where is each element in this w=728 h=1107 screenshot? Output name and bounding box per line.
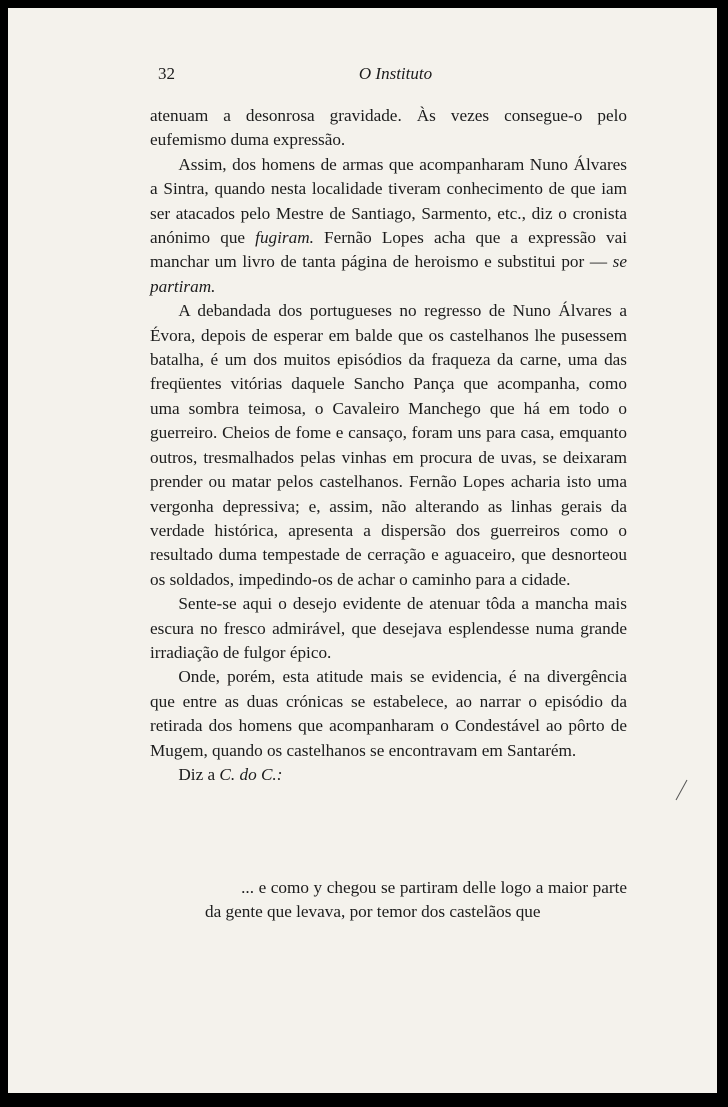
block-quote: [205, 876, 627, 925]
journal-title: O Instituto: [358, 64, 433, 83]
page-number: 32: [158, 64, 175, 83]
book-page: [8, 8, 717, 1093]
paragraph-2-emphasis-1: fugiram.: [255, 228, 314, 248]
paragraph-3: A debandada dos portugueses no regresso de Nuno Álvares a Évora, depois de esperar em balde que os castelhanos lhe pusessem batalha, é um dos muitos episódios da fraqueza da carne, uma das freqüentes vitórias daquele Sancho Pança que acompanha, como uma sombra teimosa, o Cavaleiro Manchego que há em todo o guerreiro. Cheios de fome e cansaço, foram uns para casa, emquanto outros, tresmalhados pelas vinhas em procura de uvas, se deixaram prender ou matar pelos castelhanos. Fernão Lopes acharia isto uma vergonha depressiva; e, assim, não alterando as linhas gerais da verdade histórica, apresenta a dispersão dos guerreiros como o resultado duma tempestade de cerração e aguaceiro, que desnorteou os soldados, impedindo-os de achar o caminho para a cidade.: [150, 301, 627, 589]
paragraph-6-emphasis: C. do C.:: [219, 764, 283, 784]
paragraph-4: Sente-se aqui o desejo evidente de atenuar tôda a mancha mais escura no fresco admirável, que desejava esplendesse numa grande irradiação de fulgor épico.: [150, 594, 627, 662]
paragraph-2-text-b: Fernão Lopes acha que a expressão vai manchar um livro de tanta página de heroismo e substitui por —: [150, 228, 628, 272]
quote-text: ... e como y chegou se partiram delle logo a maior parte da gente que levava, por temor dos castelãos que: [205, 878, 627, 922]
paragraph-6-text: Diz a: [178, 764, 216, 784]
paragraph-6: [150, 763, 627, 787]
paragraph-5: Onde, porém, esta atitude mais se evidencia, é na divergência que entre as duas crónicas se estabelece, ao narrar o episódio da retirada dos homens que acompanharam o Condestável ao pôrto de Mugem, quando os castelhanos se encontravam em Santarém.: [150, 667, 627, 760]
pencil-mark-icon: [673, 778, 689, 804]
paragraph-2-emphasis-2: se partiram.: [150, 252, 627, 296]
paragraph-2: [150, 153, 627, 299]
paragraph-2-text-a: Assim, dos homens de armas que acompanharam Nuno Álvares a Sintra, quando nesta localidade tiveram conhecimento de que iam ser atacados pelo Mestre de Santiago, Sarmento, etc., diz o cronista anónimo que: [150, 154, 627, 248]
paragraph-1: atenuam a desonrosa gravidade. Às vezes consegue-o pelo eufemismo duma expressão.: [150, 106, 627, 150]
body-text: [150, 104, 627, 787]
